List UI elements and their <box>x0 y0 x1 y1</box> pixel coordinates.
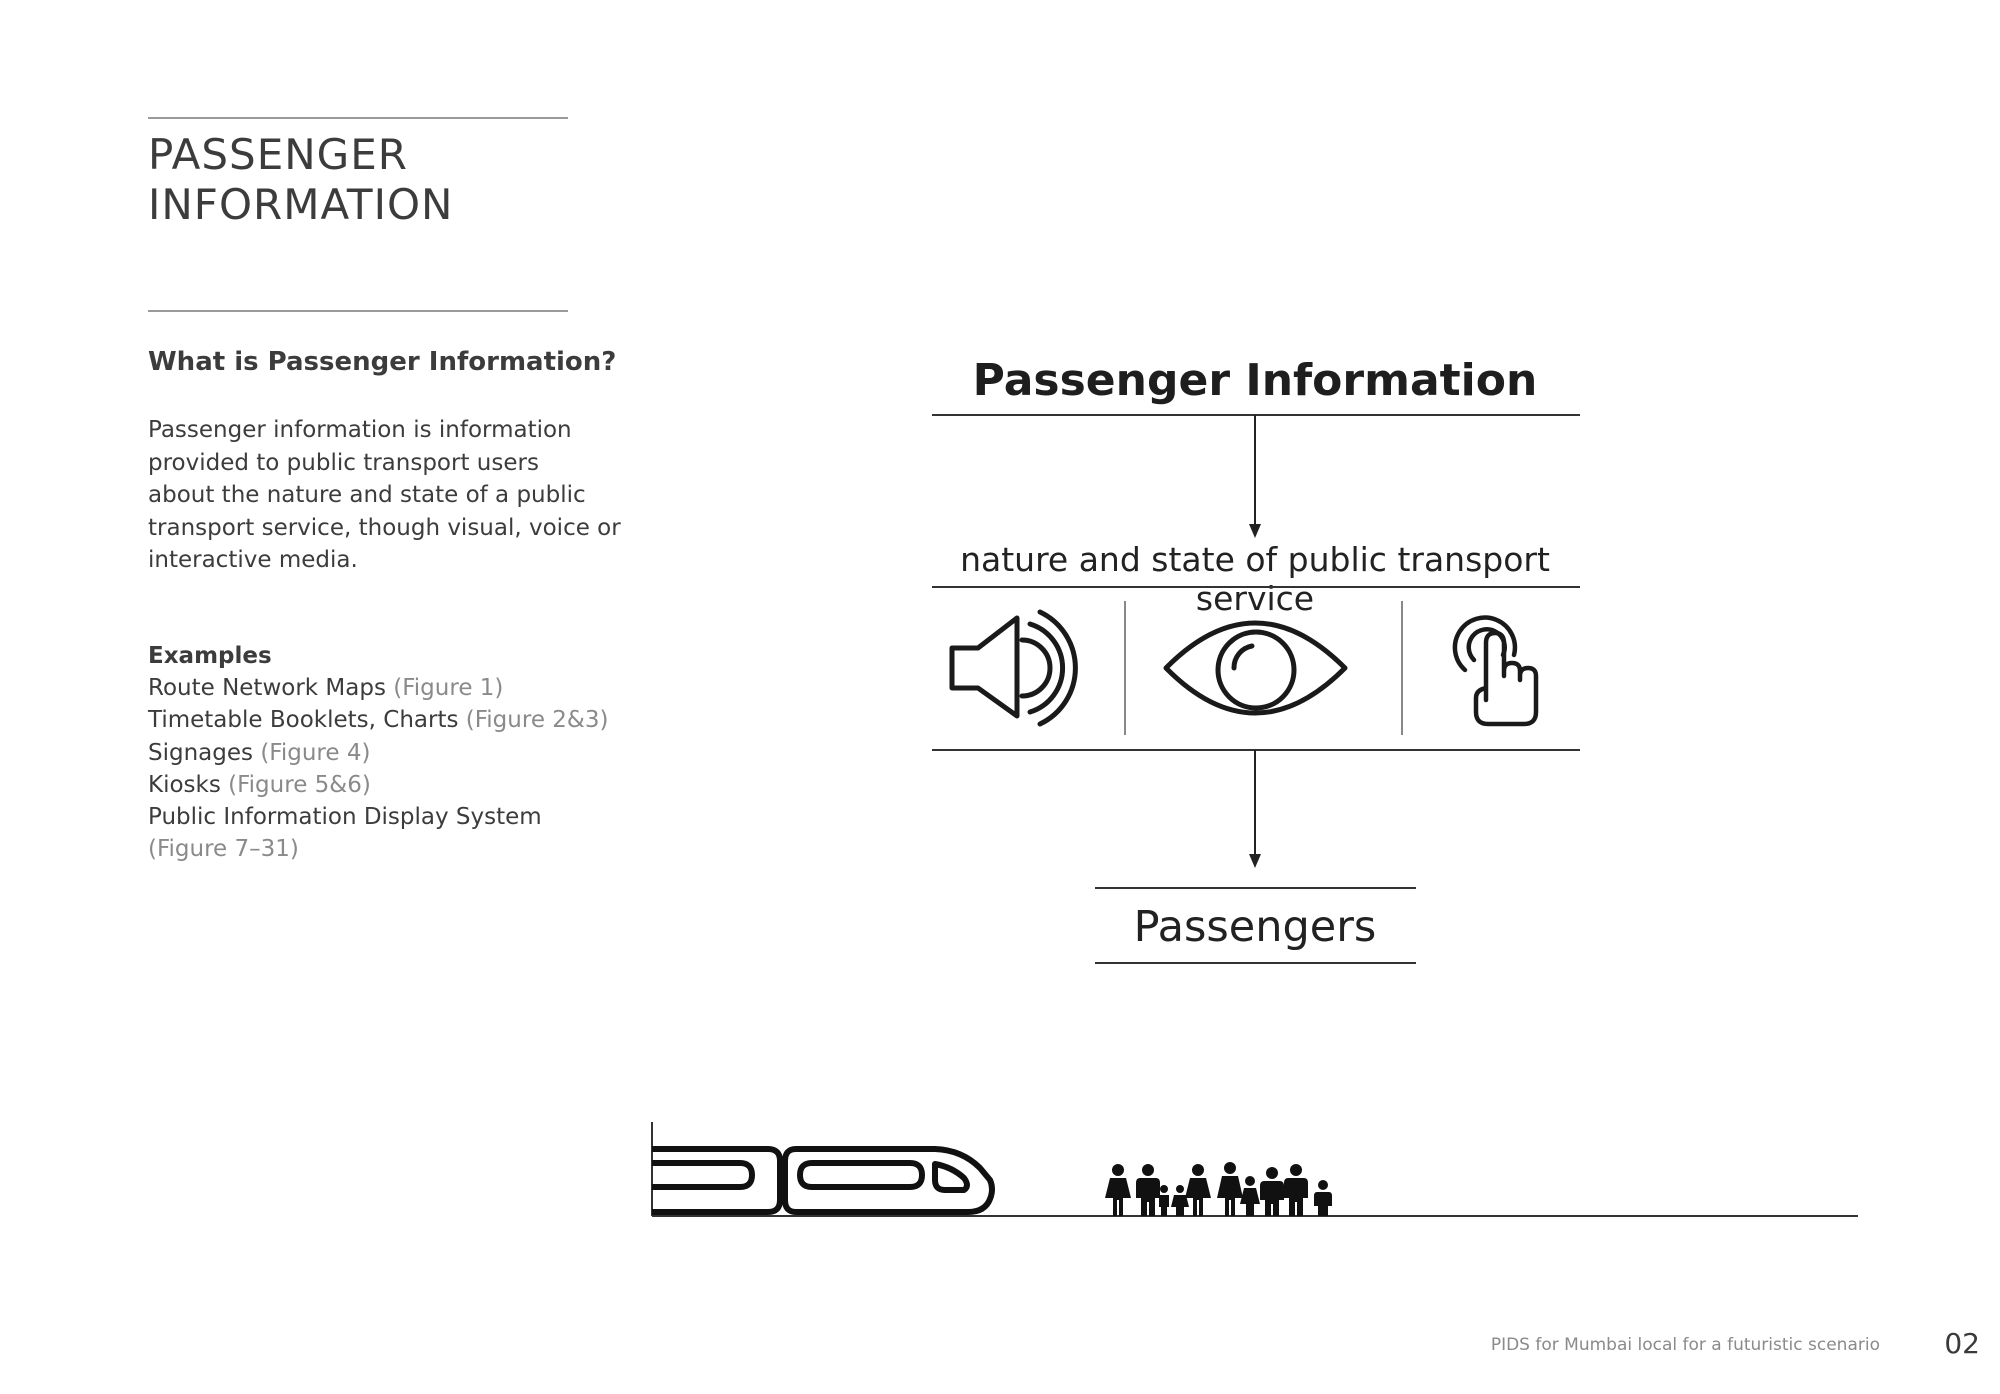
diagram-bottom-label: Passengers <box>1133 902 1377 952</box>
page-number: 02 <box>1944 1327 1980 1360</box>
paragraph-line: about the nature and state of a public <box>148 482 586 508</box>
figure-reference: (Figure 1) <box>393 675 504 702</box>
figure-reference: (Figure 2&3) <box>465 707 609 734</box>
paragraph-line: Passenger information is information <box>148 417 572 443</box>
footer-text: PIDS for Mumbai local for a futuristic scenario <box>1490 1335 1880 1355</box>
touch-icon <box>1455 618 1536 724</box>
example-text: Kiosks <box>148 771 229 798</box>
eye-icon <box>1166 623 1345 713</box>
paragraph-line: provided to public transport users <box>148 449 539 476</box>
arrowhead <box>1249 854 1261 868</box>
example-text: Timetable Booklets, Charts <box>148 707 466 734</box>
train-icon <box>652 1149 992 1212</box>
paragraph-line: interactive media. <box>148 547 358 573</box>
figure-reference: (Figure 7–31) <box>148 836 299 863</box>
paragraph-line: transport service, though visual, voice or <box>148 514 621 541</box>
people-group-icon <box>1105 1162 1332 1216</box>
page-title-line-1: PASSENGER <box>148 130 408 179</box>
figure-reference: (Figure 4) <box>260 739 371 766</box>
example-text: Public Information Display System <box>148 804 542 831</box>
figure-reference: (Figure 5&6) <box>228 771 371 798</box>
arrowhead <box>1249 524 1261 538</box>
diagram-middle-label: nature and state of public transport service <box>960 540 1550 618</box>
example-text: Signages <box>148 739 261 766</box>
diagram-title: Passenger Information <box>972 355 1538 406</box>
speaker-icon <box>952 612 1075 724</box>
example-text: Route Network Maps <box>148 675 394 702</box>
page-title-line-2: INFORMATION <box>148 180 454 229</box>
examples-heading: Examples <box>148 643 272 669</box>
subheading: What is Passenger Information? <box>148 347 617 377</box>
